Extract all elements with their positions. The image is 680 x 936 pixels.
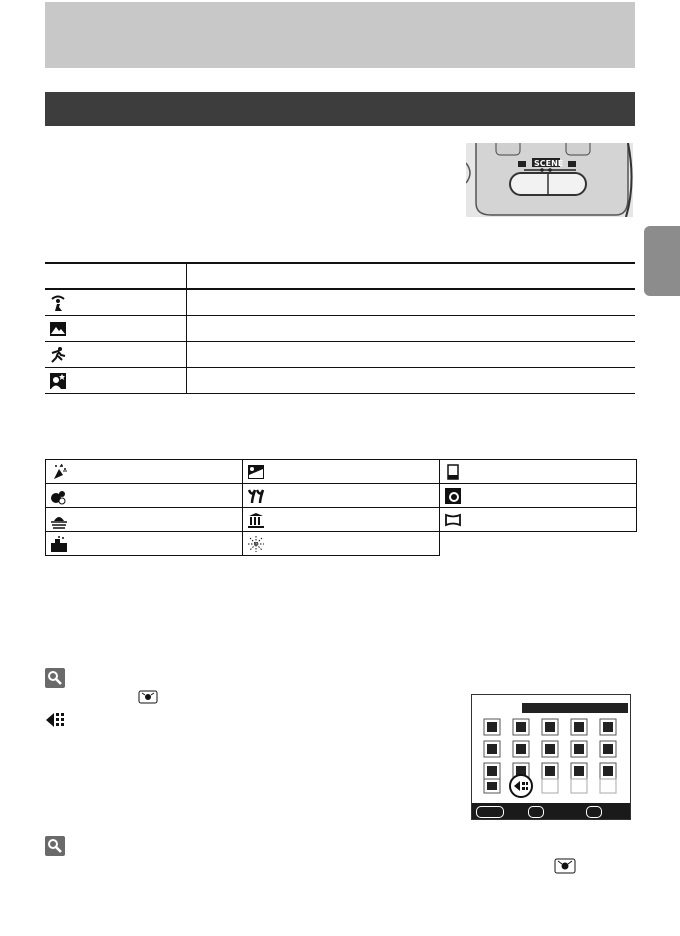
top-banner <box>45 2 635 68</box>
night-portrait-icon <box>49 372 67 390</box>
table-row <box>45 289 635 316</box>
portrait-icon <box>49 294 67 312</box>
table-row <box>45 316 635 342</box>
beach-snow-icon <box>247 463 265 481</box>
table-row <box>46 508 637 532</box>
copy-icon <box>444 463 462 481</box>
snow-icon <box>50 487 68 505</box>
table-row <box>46 484 637 508</box>
table-row <box>45 368 635 394</box>
menu-button <box>528 806 544 818</box>
scene-menu-screen <box>471 694 631 820</box>
close-up-icon <box>247 487 265 505</box>
menu-button <box>586 806 602 818</box>
landscape-icon <box>49 320 67 338</box>
note-magnifier-icon-2 <box>45 836 65 861</box>
table-row <box>46 460 637 484</box>
dusk-dawn-icon <box>50 535 68 553</box>
voice-recording-icon <box>554 858 576 879</box>
menu-button <box>476 806 504 818</box>
note-magnifier-icon-1 <box>45 668 65 693</box>
table-header-row <box>45 263 635 289</box>
table-row <box>46 532 637 556</box>
party-icon <box>50 463 68 481</box>
reference-icon <box>45 711 67 734</box>
backlight-icon <box>444 487 462 505</box>
camera-mode-switch-photo <box>466 143 633 217</box>
sports-icon <box>49 346 67 364</box>
sunset-icon <box>50 511 68 529</box>
fireworks-icon <box>247 535 265 553</box>
magnifier-icon <box>45 668 65 688</box>
primary-modes-table <box>45 262 635 394</box>
menu-button-bar <box>472 803 630 819</box>
section-header-bar <box>45 92 635 126</box>
voice-recording-icon <box>138 690 158 709</box>
scene-label: SCENE <box>534 159 564 168</box>
table-row <box>45 342 635 368</box>
chapter-side-tab <box>644 226 680 296</box>
scene-modes-table <box>45 459 637 556</box>
magnifier-icon <box>45 836 65 856</box>
museum-icon <box>247 511 265 529</box>
panorama-icon <box>444 511 462 529</box>
